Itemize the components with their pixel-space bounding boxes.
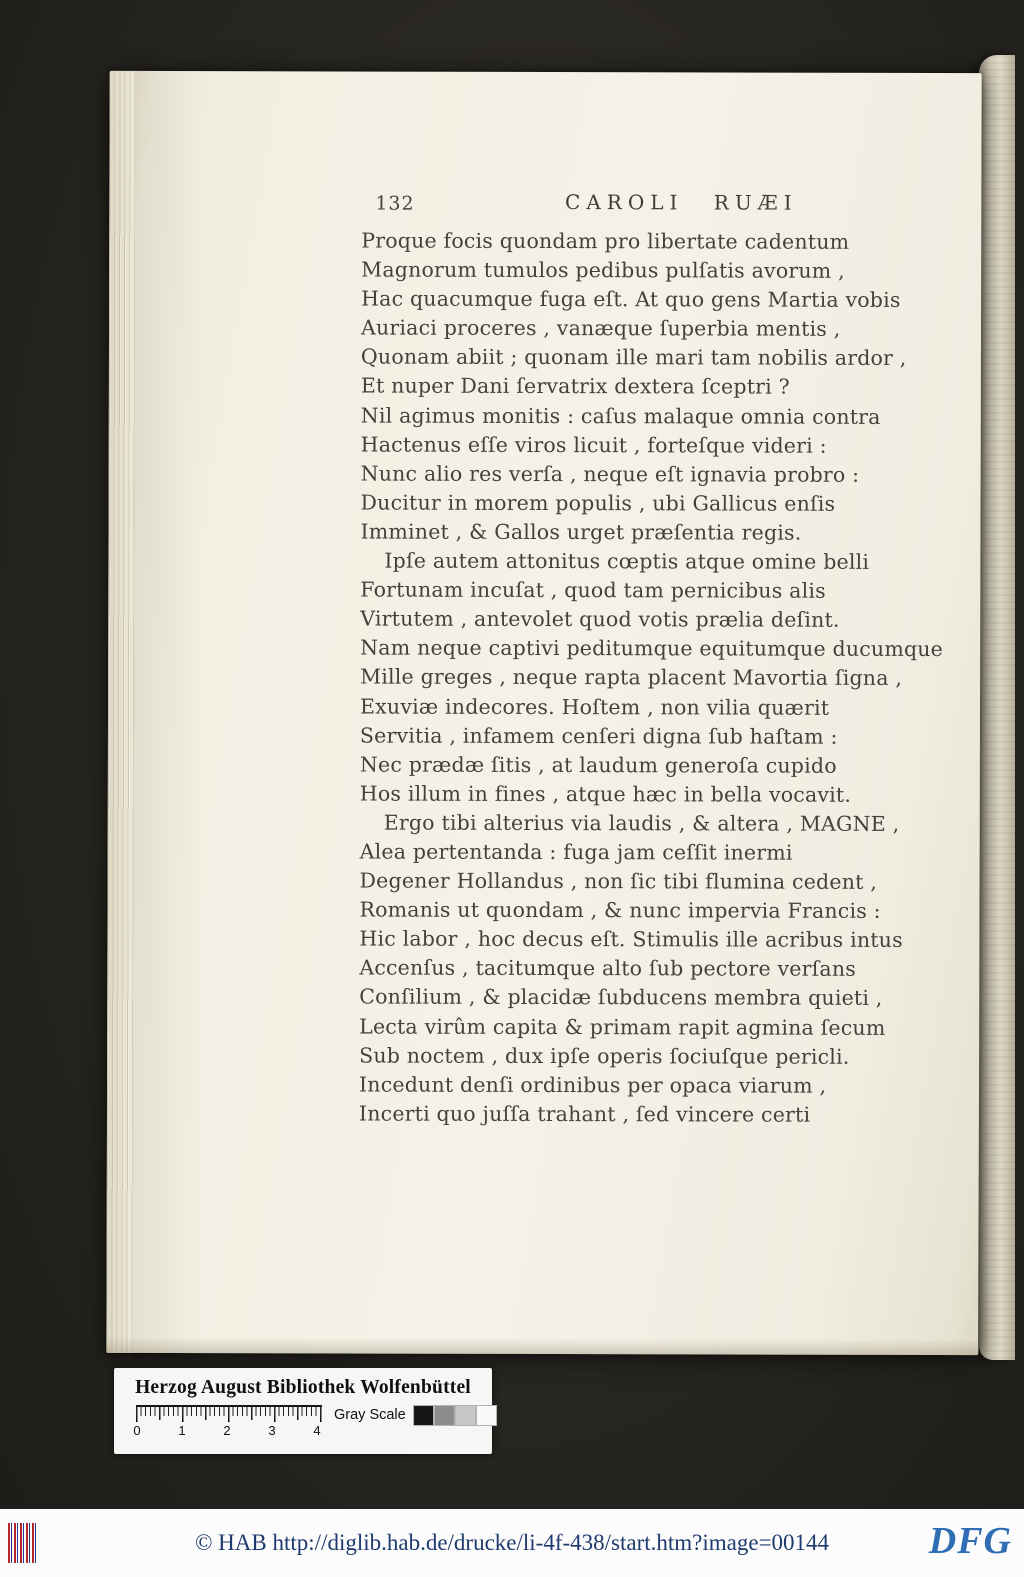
registration-marks-icon [8,1523,38,1563]
calibration-row [128,1405,478,1438]
poem-line-text: Hac quacumque fuga eſt. At quo gens Martia vobis [361,286,901,313]
dfg-logo: DFG [928,1520,1012,1562]
poem-line-text: Proque focis quondam pro libertate cadentum [361,228,850,254]
poem-line [361,256,967,287]
poem-line [361,314,967,345]
poem-line-text: Mille greges , neque rapta placent Mavortia ſigna , [360,664,903,691]
poem-line-text: Romanis ut quondam , & nunc impervia Francis : [359,897,881,924]
ruler-numbers [132,1423,322,1438]
poem-line [361,285,967,316]
poem-line [360,692,966,723]
calibration-card [114,1368,492,1454]
poem-line-text: Ergo tibi alterius via laudis , & altera , MAGNE , [383,810,900,836]
ruler-ticks [136,1405,322,1422]
poem-line-text: Quonam abiit ; quonam ille mari tam nobilis ardor , [360,344,907,371]
poem-line [361,459,967,490]
poem-line [360,517,966,548]
poem-line [360,663,966,694]
poem-line-text: Conſilium , & placidæ ſubducens membra quieti , [359,984,883,1011]
page-bottom-edge [106,1337,978,1355]
poem-line-text: Incedunt denſi ordinibus per opaca viarum , [358,1072,827,1098]
footer-bar [0,1509,1024,1577]
poem-line [359,925,965,956]
grayscale-label: Gray Scale [334,1407,406,1423]
ruler-number: 3 [268,1423,276,1438]
poem-line [361,343,967,374]
poem-line [359,1012,965,1043]
poem-line-text: Nec prædæ ſitis , at laudum generoſa cupido [359,752,837,778]
poem-line [361,488,967,519]
page-header [361,190,967,222]
poem-line-text: Sub noctem , dux ipſe operis ſociuſque pericli. [359,1043,850,1069]
poem-line-text: Accenſus , tacitumque alto ſub pectore verſans [359,955,857,982]
poem-line-text: Et nuper Dani ſervatrix dextera ſceptri ? [360,373,790,400]
ruler-number: 1 [178,1423,186,1438]
page-stack-edges [106,71,135,1353]
ruler [133,1405,322,1438]
poem-line [360,867,966,898]
poem-line [359,896,965,927]
ruler-number: 4 [313,1423,321,1438]
poem-line [360,547,966,578]
grayscale-swatch [456,1406,475,1425]
poem-line-text: Nam neque captivi peditumque equitumque ducumque [360,635,944,662]
grayscale-swatch [435,1406,454,1425]
poem-line-text: Servitia , infamem cenſeri digna ſub haſtam : [359,723,838,749]
poem-line [360,808,966,839]
gutter-shadow [132,71,205,1353]
poem-line [360,605,966,636]
poem-line-text: Hic labor , hoc decus eſt. Stimulis ille acribus intus [359,926,903,953]
poem-line [361,372,967,403]
poem-line-text: Ipſe autem attonitus cœptis atque omine belli [384,548,870,574]
poem-line-text: Auriaci proceres , vanæque ſuperbia mentis , [360,315,841,342]
page-number: 132 [375,192,415,215]
poem-line [361,401,967,432]
poem-line-text: Hos illum in fines , atque hæc in bella vocavit. [359,781,852,807]
poem-line-text: Virtutem , antevolet quod votis prælia deſint. [360,606,840,632]
grayscale-swatch [414,1406,433,1425]
poem-line-text: Lecta virûm capita & primam rapit agmina ſecum [359,1014,886,1040]
poem [359,227,967,1130]
poem-line [360,721,966,752]
poem-line [359,1099,965,1130]
poem-line [359,983,965,1014]
poem-line-text: Ducitur in morem populis , ubi Gallicus enſis [360,490,836,516]
poem-line-text: Imminet , & Gallos urget præſentia regis. [360,519,802,545]
poem-line [360,779,966,810]
poem-line [361,430,967,461]
poem-line-text: Magnorum tumulos pedibus pulſatis avorum , [361,257,845,283]
poem-line [360,634,966,665]
poem-line [361,227,967,258]
poem-line [359,1070,965,1101]
grayscale-strip [414,1406,498,1425]
ruler-number: 0 [133,1423,141,1438]
poem-line [359,954,965,985]
running-title: CAROLI RUÆI [565,190,798,215]
poem-line-text: Incerti quo juſſa trahant , ſed vincere certi [358,1101,811,1127]
poem-line [360,750,966,781]
poem-line [359,1041,965,1072]
ruler-number: 2 [223,1423,231,1438]
page-text [359,190,967,1130]
poem-line-text: Hactenus eſſe viros licuit , forteſque videri : [360,432,827,458]
poem-line-text: Exuviæ indecores. Hoſtem , non vilia quærit [359,694,830,720]
poem-line-text: Alea pertentanda : fuga jam ceſſit inermi [359,839,793,865]
book-page [106,71,981,1355]
poem-line-text: Nil agimus monitis : caſus malaque omnia contra [360,403,881,429]
copyright-url: © HAB http://diglib.hab.de/drucke/li-4f-438/start.htm?image=00144 [194,1530,830,1555]
grayscale-swatch [477,1406,496,1425]
opposite-page-edge [979,55,1015,1360]
poem-line [360,576,966,607]
library-label: Herzog August Bibliothek Wolfenbüttel [135,1377,471,1398]
poem-line-text: Degener Hollandus , non ſic tibi flumina cedent , [359,868,878,894]
poem-line [360,837,966,868]
poem-line-text: Nunc alio res verſa , neque eſt ignavia probro : [360,461,860,487]
poem-line-text: Fortunam incuſat , quod tam pernicibus alis [360,577,826,603]
